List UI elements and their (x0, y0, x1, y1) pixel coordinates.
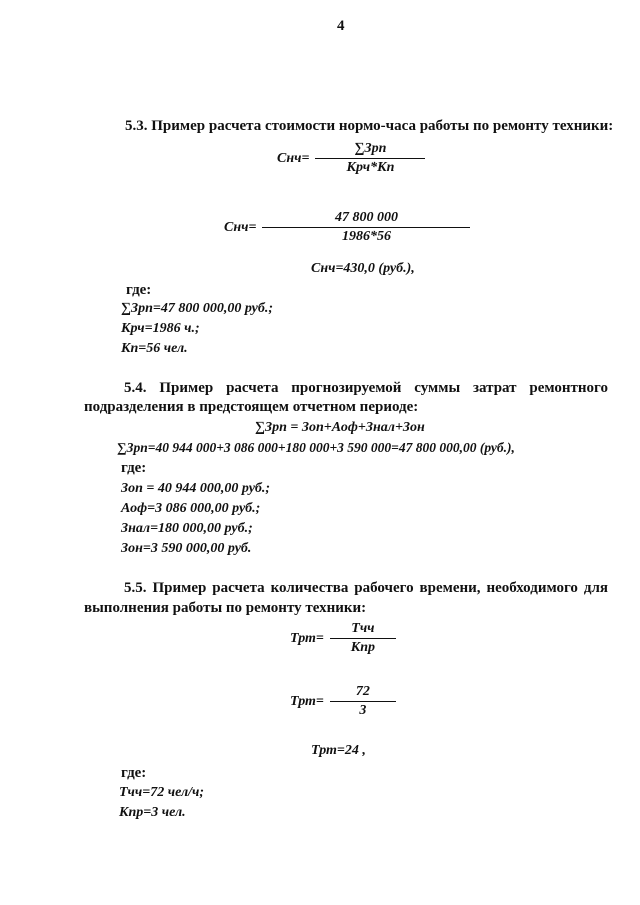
fraction (262, 209, 470, 246)
fraction (315, 140, 425, 177)
definition-line: ∑Зрп=47 800 000,00 руб.; (121, 301, 274, 316)
definition-line: Зон=3 590 000,00 руб. (121, 541, 252, 556)
where-label: где: (126, 282, 152, 298)
fraction-numerator: 72 (355, 684, 370, 699)
section-5-5-heading-line-2: выполнения работы по ремонту техники: (84, 600, 367, 616)
section-5-5-result: Трт=24 , (311, 743, 366, 758)
page-number: 4 (337, 18, 345, 34)
section-5-5-heading-line-1: 5.5. Пример расчета количества рабочего времени, необходимого для (124, 580, 608, 596)
section-5-4-heading-line-2: подразделения в предстоящем отчетном периоде: (84, 399, 419, 415)
fraction-denominator: Крч*Кп (346, 160, 395, 175)
section-5-3-formula (277, 140, 425, 177)
formula-lhs: Снч= (277, 150, 310, 166)
definition-line: Крч=1986 ч.; (121, 321, 200, 336)
where-label: где: (121, 460, 147, 476)
definition-line: Тчч=72 чел/ч; (119, 785, 205, 800)
section-5-5-formula (290, 620, 396, 657)
section-5-4-formula: ∑Зрп = Зоп+Аоф+Знал+Зон (255, 420, 425, 435)
fraction-numerator: Тчч (351, 621, 375, 636)
definition-line: Аоф=3 086 000,00 руб.; (121, 501, 261, 516)
section-5-5-calculation (290, 683, 396, 720)
section-5-3-result: Снч=430,0 (руб.), (311, 261, 415, 276)
definition-line: Знал=180 000,00 руб.; (121, 521, 253, 536)
definition-line: Кп=56 чел. (121, 341, 188, 356)
where-label: где: (121, 765, 147, 781)
fraction-denominator: 1986*56 (341, 229, 391, 244)
fraction-denominator: Кпр (350, 640, 376, 655)
section-5-3-calculation (224, 209, 470, 246)
definition-line: Кпр=3 чел. (119, 805, 186, 820)
fraction (330, 620, 396, 657)
section-5-3-heading: 5.3. Пример расчета стоимости нормо-часа работы по ремонту техники: (125, 118, 614, 134)
section-5-4-calculation: ∑Зрп=40 944 000+3 086 000+180 000+3 590 000=47 800 000,00 (руб.), (117, 440, 515, 455)
fraction-numerator: ∑Зрп (354, 141, 387, 156)
formula-lhs: Снч= (224, 219, 257, 235)
fraction (330, 683, 396, 720)
fraction-denominator: 3 (359, 703, 367, 718)
formula-lhs: Трт= (290, 630, 324, 646)
formula-lhs: Трт= (290, 693, 324, 709)
fraction-numerator: 47 800 000 (334, 210, 398, 225)
definition-line: Зоп = 40 944 000,00 руб.; (121, 481, 271, 496)
section-5-4-heading-line-1: 5.4. Пример расчета прогнозируемой суммы затрат ремонтного (124, 380, 608, 396)
